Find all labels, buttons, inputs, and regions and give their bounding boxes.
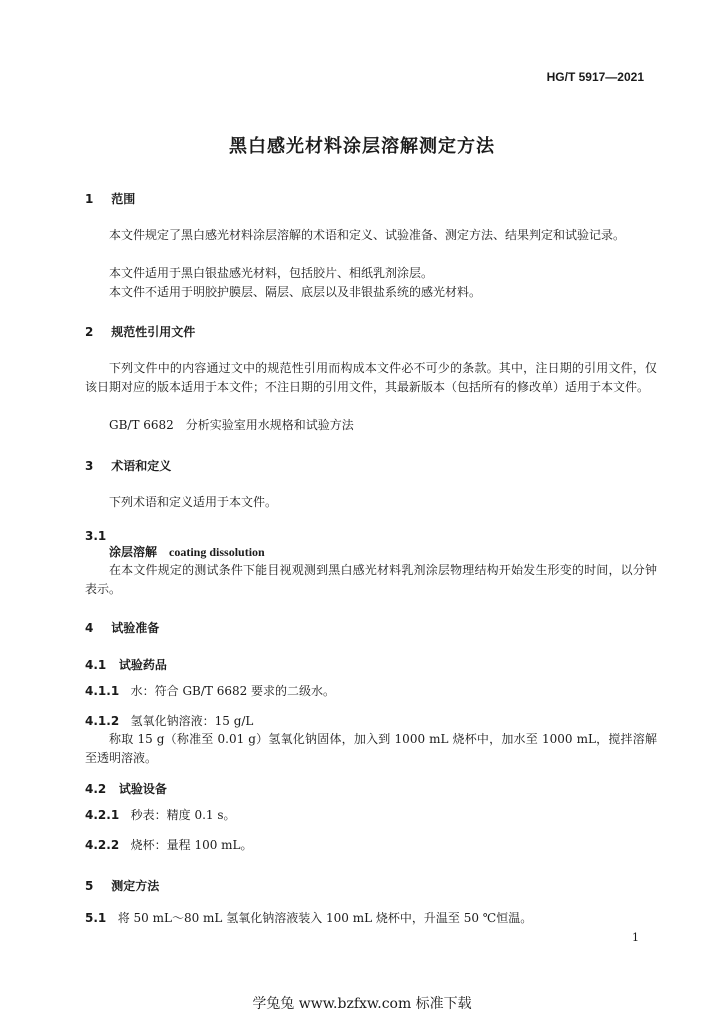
section-2-paragraph-1: 下列文件中的内容通过文中的规范性引用而构成本文件必不可少的条款。其中，注日期的引用文件，仅该日期对应的版本适用于本文件；不注日期的引用文件，其最新版本（包括所有的修改单）适用于本文件。 (85, 361, 657, 394)
section-title: 术语和定义 (111, 459, 172, 473)
section-number: 2 (85, 325, 94, 339)
clause-4-1-2-paragraph: 称取 15 g（称准至 0.01 g）氢氧化钠固体，加入到 1000 mL 烧杯中，加水至 1000 mL，搅拌溶解至透明溶液。 (85, 732, 657, 765)
section-2-reference: GB/T 6682 分析实验室用水规格和试验方法 (109, 418, 354, 432)
clause-text: 将 50 mL～80 mL 氢氧化钠溶液装入 100 mL 烧杯中，升温至 50 ℃恒温。 (117, 911, 533, 925)
term-3-1-definition: 在本文件规定的测试条件下能目视观测到黑白感光材料乳剂涂层物理结构开始发生形变的时间，以分钟表示。 (85, 563, 657, 596)
clause-number: 5.1 (85, 911, 107, 925)
subsection-4-2-heading (85, 780, 167, 797)
section-1-paragraph-1: 本文件规定了黑白感光材料涂层溶解的术语和定义、试验准备、测定方法、结果判定和试验记录。 (109, 228, 626, 242)
clause-4-2-1 (85, 806, 657, 825)
watermark-footer: 学兔兔 www.bzfxw.com 标准下载 (252, 996, 472, 1012)
clause-4-1-2 (85, 712, 657, 731)
section-3-heading (85, 457, 171, 474)
section-number: 3 (85, 459, 94, 473)
subsection-title: 试验设备 (118, 782, 167, 796)
clause-number: 4.2.1 (85, 808, 120, 822)
clause-number: 4.1.1 (85, 684, 120, 698)
subsection-title: 试验药品 (118, 658, 167, 672)
section-title: 测定方法 (111, 879, 160, 893)
clause-text: 烧杯：量程 100 mL。 (130, 838, 253, 852)
section-1-heading (85, 190, 135, 207)
section-1-paragraph-2: 本文件适用于黑白银盐感光材料，包括胶片、相纸乳剂涂层。 (109, 266, 434, 280)
section-title: 范围 (111, 192, 136, 206)
clause-text: 氢氧化钠溶液：15 g/L (130, 714, 254, 728)
section-4-heading (85, 619, 159, 636)
term-english: coating dissolution (169, 545, 265, 559)
clause-text: 水：符合 GB/T 6682 要求的二级水。 (130, 684, 336, 698)
subsection-number: 4.1 (85, 658, 107, 672)
section-title: 规范性引用文件 (111, 325, 196, 339)
document-title: 黑白感光材料涂层溶解测定方法 (229, 136, 495, 157)
section-2-heading (85, 323, 195, 340)
clause-4-1-1 (85, 682, 657, 701)
subsection-4-1-heading (85, 656, 167, 673)
section-title: 试验准备 (111, 621, 160, 635)
clause-4-2-2 (85, 836, 657, 855)
term-chinese: 涂层溶解 (109, 545, 158, 559)
document-code: HG/T 5917—2021 (546, 70, 644, 84)
clause-number: 4.2.2 (85, 838, 120, 852)
section-number: 4 (85, 621, 94, 635)
section-number: 1 (85, 192, 94, 206)
subsection-number: 4.2 (85, 782, 107, 796)
section-number: 5 (85, 879, 94, 893)
clause-text: 秒表：精度 0.1 s。 (130, 808, 236, 822)
term-3-1-number: 3.1 (85, 529, 107, 543)
section-3-paragraph-1: 下列术语和定义适用于本文件。 (109, 495, 278, 509)
page-number: 1 (632, 931, 639, 944)
clause-number: 4.1.2 (85, 714, 120, 728)
section-1-paragraph-3: 本文件不适用于明胶护膜层、隔层、底层以及非银盐系统的感光材料。 (109, 285, 482, 299)
term-3-1-heading (109, 543, 265, 560)
section-5-heading (85, 877, 159, 894)
clause-5-1 (85, 909, 657, 928)
